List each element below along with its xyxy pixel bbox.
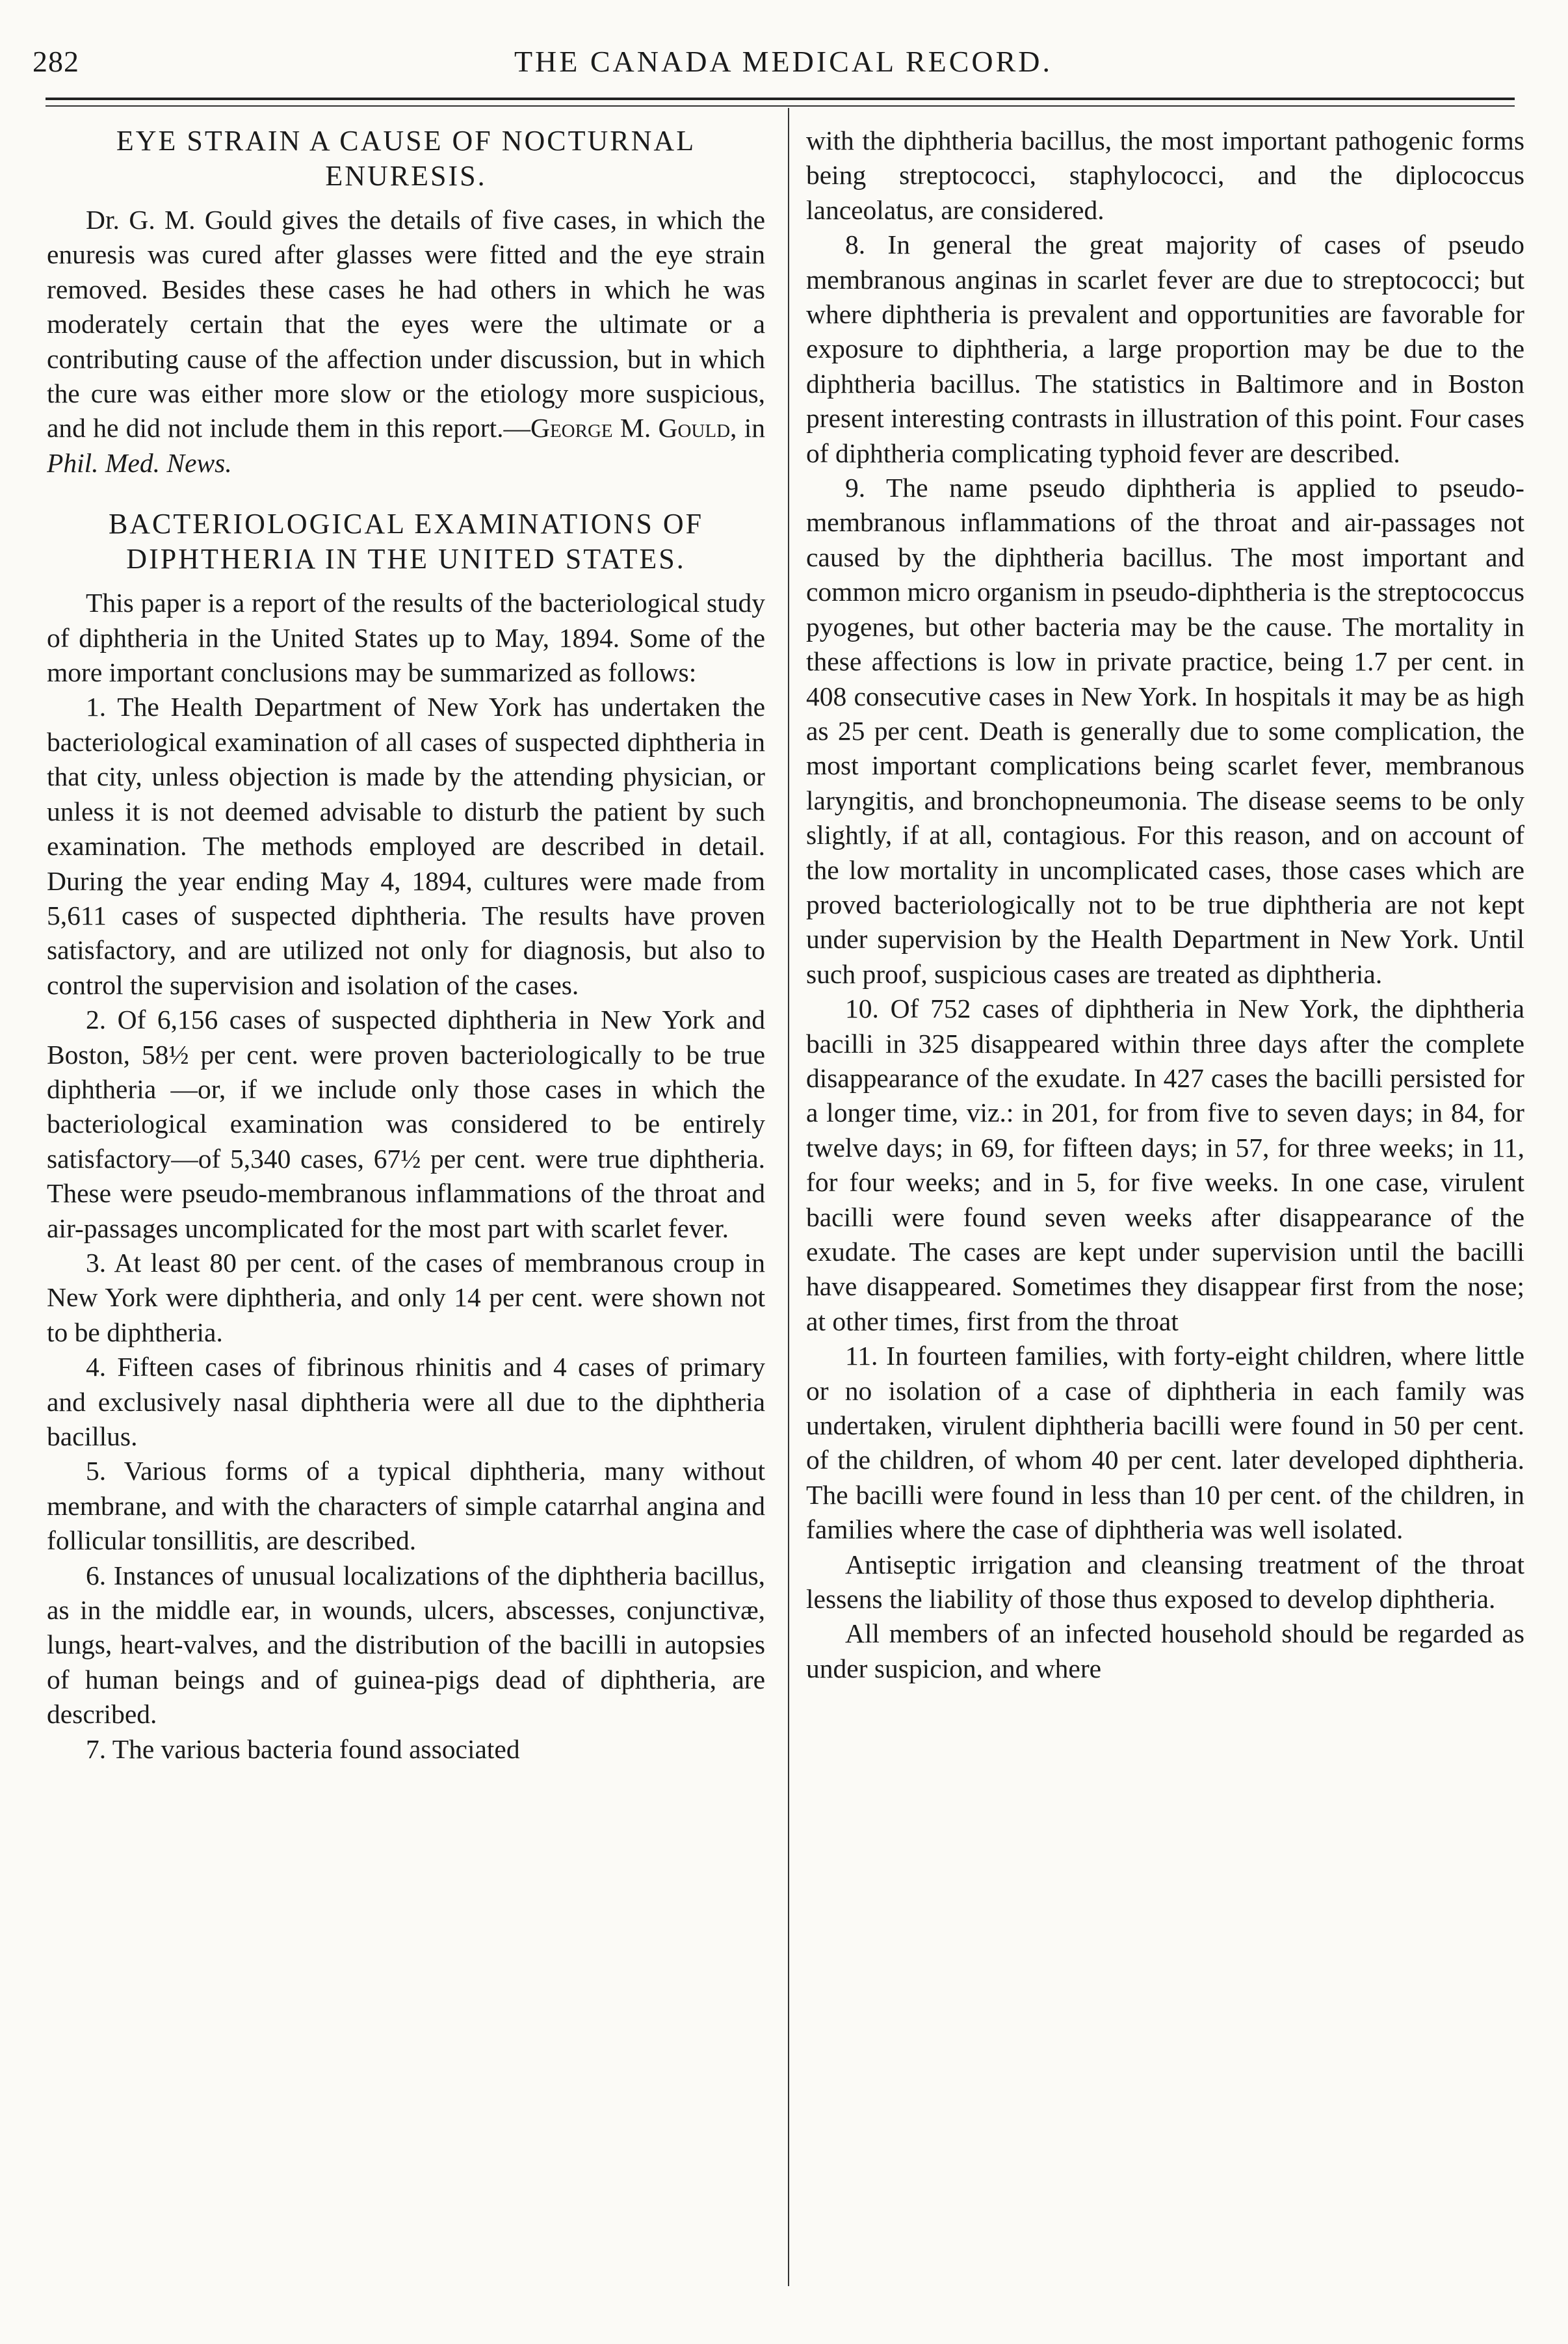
left-column xyxy=(47,124,765,2321)
paragraph-item-10: 10. Of 752 cases of diphtheria in New York, the diphtheria bacilli in 325 disappeared within three days after the complete disappearance of the exudate. In 427 cases the bacilli persisted for a longer time, viz.: in 201, for from five to seven days; in 84, for twelve days; in 69, for fifteen days; in 57, for three weeks; in 11, for four weeks; and in 5, for five weeks. In one case, virulent bacilli were found seven weeks after disappearance of the exudate. The cases are kept under supervision until the bacilli have disappeared. Sometimes they disappear first from the nose; at other times, first from the throat xyxy=(806,994,1524,1336)
right-column xyxy=(806,124,1524,2321)
paragraph-antiseptic: Antiseptic irrigation and cleansing treatment of the throat lessens the liability of those thus exposed to develop diphtheria. xyxy=(806,1549,1524,1614)
page-number: 282 xyxy=(33,45,79,78)
header-rule-thin xyxy=(46,105,1515,107)
running-title: THE CANADA MEDICAL RECORD. xyxy=(514,45,1053,78)
article-title-bacteriological: BACTERIOLOGICAL EXAMINATIONS OF DIPHTHERIA IN THE UNITED STATES. xyxy=(108,508,704,575)
paragraph-item-11: 11. In fourteen families, with forty-eight children, where little or no isolation of a case of diphtheria in each family was undertaken, virulent diphtheria bacilli were found in 50 per cent. of the children, of whom 40 per cent. later developed diphtheria. The bacilli were found in less than 10 per cent. of the children, in families where the case of diphtheria was well isolated. xyxy=(806,1341,1524,1545)
paragraph-item-7-start: 7. The various bacteria found associated xyxy=(86,1733,520,1764)
paragraph-item-7-cont: with the diphtheria bacillus, the most important pathogenic forms being streptococci, staphylococci, and the diplococcus lanceolatus, are considered. xyxy=(806,125,1524,225)
paragraph-item-6: 6. Instances of unusual localizations of the diphtheria bacillus, as in the middle ear, in wounds, ulcers, abscesses, conjunctivæ, lungs, heart-valves, and the distribution of the bacilli in autopsies of human beings and of guinea-pigs dead of diphtheria, are described. xyxy=(47,1560,765,1730)
article-source: Phil. Med. News. xyxy=(47,447,232,478)
header-rule-thick xyxy=(46,98,1515,100)
paragraph-item-8: 8. In general the great majority of cases of pseudo membranous anginas in scarlet fever are due to streptococci; but where diphtheria is prevalent and opportunities are favorable for exposure to diphtheria, a large proportion may be due to the diphtheria bacillus. The statistics in Baltimore and in Boston present interesting contrasts in illustration of this point. Four cases of diphtheria complicating typhoid fever are described. xyxy=(806,230,1524,468)
page-header xyxy=(33,44,1534,90)
paragraph-item-1: 1. The Health Department of New York has undertaken the bacteriological examination of all cases of suspected diphtheria in that city, unless objection is made by the attending physician, or unless it is not deemed advisable to disturb the patient by such examination. The methods employed are described in detail. During the year ending May 4, 1894, cultures were made from 5,611 cases of suspected diphtheria. The results have proven satisfactory, and are utilized not only for diagnosis, but also to control the supervision and isolation of the cases. xyxy=(47,692,765,1000)
column-divider xyxy=(788,108,789,2286)
paragraph-item-3: 3. At least 80 per cent. of the cases of membranous croup in New York were diphtheria, and only 14 per cent. were shown not to be diphtheria. xyxy=(47,1247,765,1347)
article-body-eye-strain: Dr. G. M. Gould gives the details of five cases, in which the enuresis was cured after glasses were fitted and the eye strain removed. Besides these cases he had others in which he was moderately certain that the eyes were the ultimate or a contributing cause of the affection under discussion, but in which the cure was either more slow or the etiology more suspicious, and he did not include them in this report.—George M. Gould, in Phil. Med. News. xyxy=(47,205,765,478)
article-author: George M. Gould xyxy=(530,413,731,443)
paragraph-item-2: 2. Of 6,156 cases of suspected diphtheria in New York and Boston, 58½ per cent. were proven bacteriologically to be true diphtheria —or, if we include only those cases in which the bacteriological examination was considered to be entirely satisfactory—of 5,340 cases, 67½ per cent. were true diphtheria. These were pseudo-membranous inflammations of the throat and air-passages uncomplicated for the most part with scarlet fever. xyxy=(47,1005,765,1243)
paragraph-intro: This paper is a report of the results of the bacteriological study of diphtheria in the United States up to May, 1894. Some of the more important conclusions may be summarized as follows: xyxy=(47,588,765,688)
paragraph-item-5: 5. Various forms of a typical diphtheria, many without membrane, and with the characters of simple catarrhal angina and follicular tonsillitis, are described. xyxy=(47,1456,765,1556)
paragraph-item-9: 9. The name pseudo diphtheria is applied to pseudo-membranous inflammations of the throat and air-passages not caused by the diphtheria bacillus. The most important and common micro organism in pseudo-diphtheria is the streptococcus pyogenes, but other bacteria may be the cause. The mortality in these affections is low in private practice, being 1.7 per cent. in 408 consecutive cases in New York. In hospitals it may be as high as 25 per cent. Death is generally due to some complication, the most important complications being scarlet fever, membranous laryngitis, and bronchopneumonia. The disease seems to be only slightly, if at all, contagious. For this reason, and on account of the low mortality in uncomplicated cases, those cases which are proved bacteriologically not to be true diphtheria are not kept under supervision by the Health Department in New York. Until such proof, suspicious cases are treated as diphtheria. xyxy=(806,473,1524,989)
paragraph-item-4: 4. Fifteen cases of fibrinous rhinitis and 4 cases of primary and exclusively nasal diphtheria were all due to the diphtheria bacillus. xyxy=(47,1352,765,1451)
paragraph-household: All members of an infected household should be regarded as under suspicion, and where xyxy=(806,1618,1524,1683)
article-title-eye-strain: EYE STRAIN A CAUSE OF NOCTURNAL ENURESIS. xyxy=(116,125,696,192)
